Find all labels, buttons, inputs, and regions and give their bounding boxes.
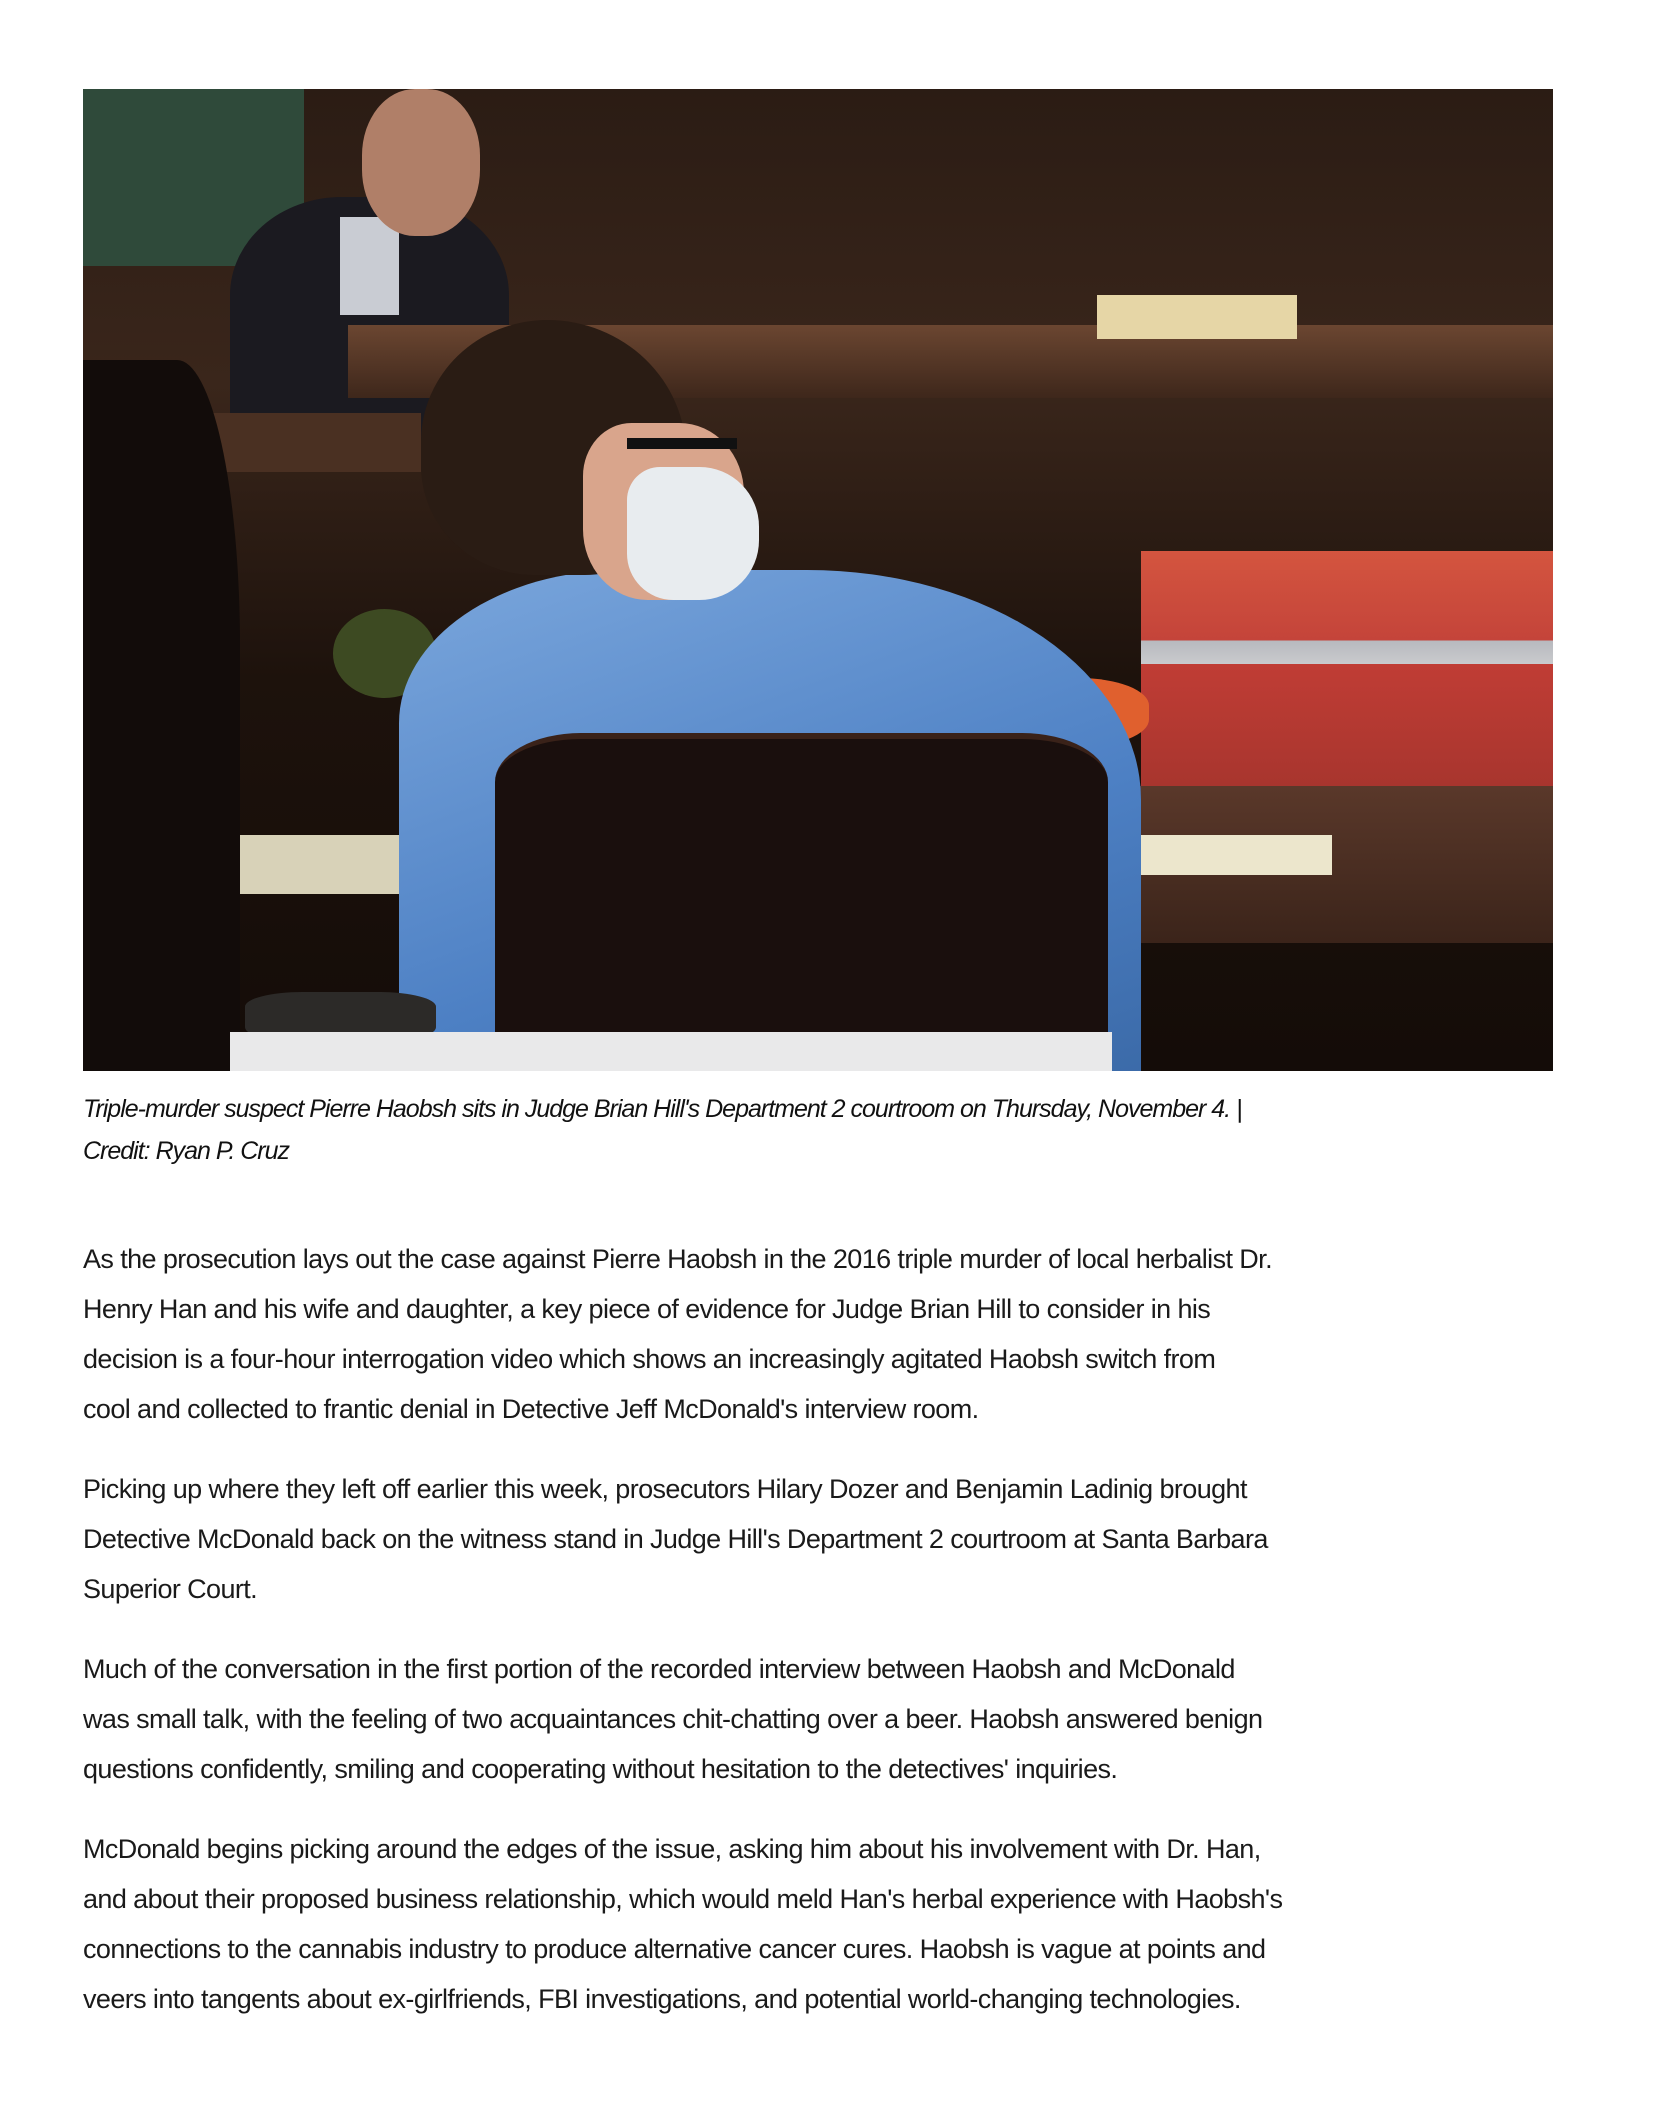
paragraph xyxy=(83,1644,1573,1794)
text-line: Much of the conversation in the first portion of the recorded interview between Haobsh and McDonald xyxy=(83,1654,1235,1684)
paragraph xyxy=(83,1234,1573,1434)
text-line: McDonald begins picking around the edges of the issue, asking him about his involvement with Dr. Han, xyxy=(83,1834,1261,1864)
text-line: Superior Court. xyxy=(83,1574,258,1604)
article-body xyxy=(83,1234,1573,2054)
left-person xyxy=(83,360,240,1071)
courtroom-photo xyxy=(83,89,1553,1071)
paragraph xyxy=(83,1824,1573,2024)
text-line: connections to the cannabis industry to produce alternative cancer cures. Haobsh is vague at points and xyxy=(83,1934,1266,1964)
text-line: As the prosecution lays out the case against Pierre Haobsh in the 2016 triple murder of local herbalist Dr. xyxy=(83,1244,1272,1274)
background-man-head xyxy=(362,89,480,236)
text-line: was small talk, with the feeling of two acquaintances chit-chatting over a beer. Haobsh answered benign xyxy=(83,1704,1263,1734)
text-line: and about their proposed business relationship, which would meld Han's herbal experience with Haobsh's xyxy=(83,1884,1283,1914)
text-line: cool and collected to frantic denial in Detective Jeff McDonald's interview room. xyxy=(83,1394,979,1424)
caption-line: Triple-murder suspect Pierre Haobsh sits in Judge Brian Hill's Department 2 courtroom on Thursday, November 4. | xyxy=(83,1095,1242,1123)
bottom-paper xyxy=(230,1032,1112,1071)
background-man-shirt xyxy=(340,217,399,315)
evidence-box xyxy=(1141,551,1553,787)
paragraph xyxy=(83,1464,1573,1614)
nameplate xyxy=(1097,295,1297,339)
text-line: Henry Han and his wife and daughter, a key piece of evidence for Judge Brian Hill to consider in his xyxy=(83,1294,1211,1324)
text-line: decision is a four-hour interrogation video which shows an increasingly agitated Haobsh switch from xyxy=(83,1344,1216,1374)
text-line: questions confidently, smiling and cooperating without hesitation to the detectives' inquiries. xyxy=(83,1754,1118,1784)
text-line: veers into tangents about ex-girlfriends, FBI investigations, and potential world-changing technologies. xyxy=(83,1984,1241,2014)
photo-caption xyxy=(83,1088,1563,1172)
face-mask xyxy=(627,467,759,600)
glasses xyxy=(627,438,737,450)
caption-credit: Credit: Ryan P. Cruz xyxy=(83,1137,290,1165)
text-line: Detective McDonald back on the witness stand in Judge Hill's Department 2 courtroom at Santa Barbara xyxy=(83,1524,1268,1554)
chair xyxy=(495,733,1108,1071)
text-line: Picking up where they left off earlier this week, prosecutors Hilary Dozer and Benjamin Ladinig brought xyxy=(83,1474,1247,1504)
